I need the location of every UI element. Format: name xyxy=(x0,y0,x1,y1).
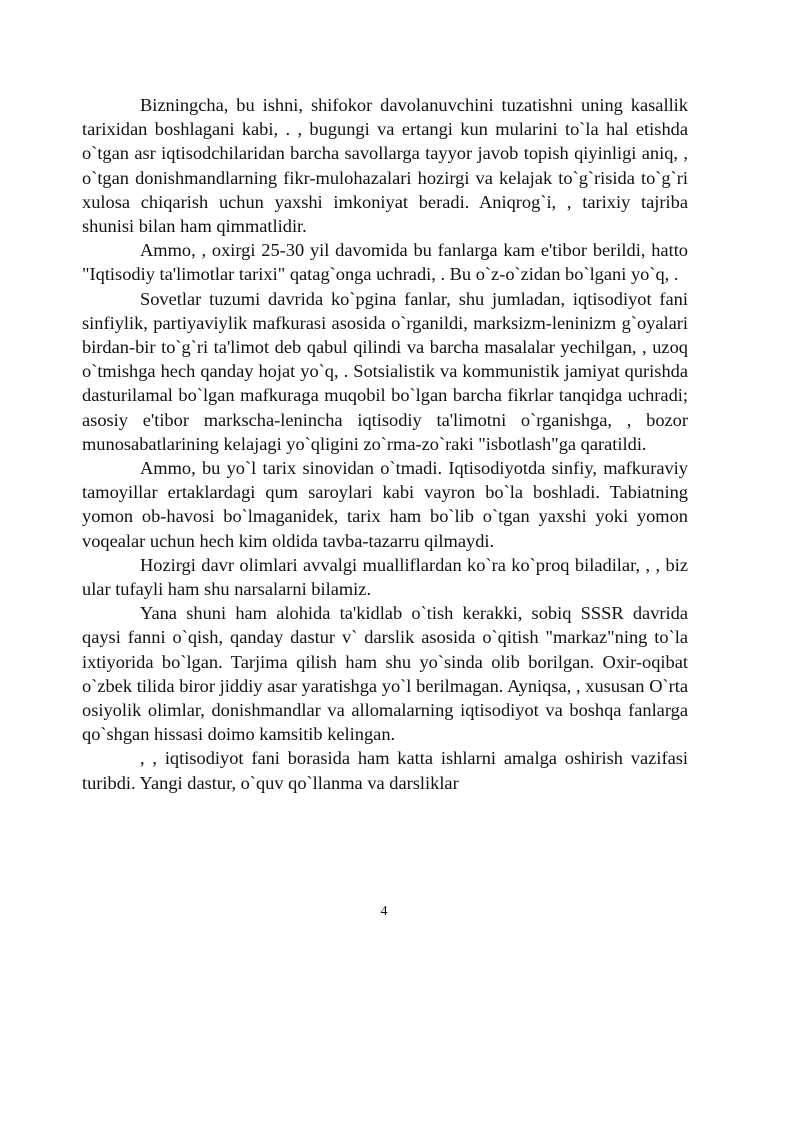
paragraph: Sovetlar tuzumi davrida ko`pgina fanlar, shu jumladan, iqtisodiyot fani sinfiylik, partiyaviylik mafkurasi asosida o`rganildi, marksizm-leninizm g`oyalari birdan-bir to`g`ri ta'limot deb qabul qilindi va barcha masalalar yechilgan, , uzoq o`tmishga hech qanday hojat yo`q, . Sotsialistik va kommunistik jamiyat qurishda dasturilamal bo`lgan mafkuraga muqobil bo`lgan barcha fikrlar tanqidga uchradi; asosiy e'tibor markscha-lenincha iqtisodiy ta'limotni o`rganishga, , bozor munosabatlarining kelajagi yo`qligini zo`rma-zo`raki "isbotlash"ga qaratildi. xyxy=(82,288,688,454)
page-body xyxy=(82,93,688,795)
paragraph: Yana shuni ham alohida ta'kidlab o`tish kerakki, sobiq SSSR davrida qaysi fanni o`qish, qanday dastur v` darslik asosida o`qitish "markaz"ning to`la ixtiyorida bo`lgan. Tarjima qilish ham shu yo`sinda olib borilgan. Oxir-oqibat o`zbek tilida biror jiddiy asar yaratishga yo`l berilmagan. Ayniqsa, , xususan O`rta osiyolik olimlar, donishmandlar va allomalarning iqtisodiyot va boshqa fanlarga qo`shgan hissasi doimo kamsitib kelingan. xyxy=(82,603,688,745)
paragraph: Ammo, bu yo`l tarix sinovidan o`tmadi. Iqtisodiyotda sinfiy, mafkuraviy tamoyillar ertaklardagi qum saroylari kabi vayron bo`la boshladi. Tabiatning yomon ob-havosi bo`lmaganidek, tarix ham bo`lib o`tgan yaxshi yoki yomon voqealar uchun hech kim oldida tavba-tazarru qilmaydi. xyxy=(82,458,688,551)
page-number: 4 xyxy=(380,904,388,919)
paragraph: Ammo, , oxirgi 25-30 yil davomida bu fanlarga kam e'tibor berildi, hatto "Iqtisodiy ta'limotlar tarixi" qatag`onga uchradi, . Bu o`z-o`zidan bo`lgani yo`q, . xyxy=(82,240,688,285)
paragraph: , , iqtisodiyot fani borasida ham katta ishlarni amalga oshirish vazifasi turibdi. Yangi dastur, o`quv qo`llanma va darsliklar xyxy=(82,748,688,793)
paragraph: Bizningcha, bu ishni, shifokor davolanuvchini tuzatishni uning kasallik tarixidan boshlagani kabi, . , bugungi va ertangi kun mularini to`la hal etishda o`tgan asr iqtisodchilaridan barcha savollarga tayyor javob topish qiyinligi aniq, , o`tgan donishmandlarning fikr-mulohazalari hozirgi va kelajak to`g`risida to`g`ri xulosa chiqarish uchun yaxshi imkoniyat beradi. Aniqrog`i, , tarixiy tajriba shunisi bilan ham qimmatlidir. xyxy=(82,95,688,237)
paragraph: Hozirgi davr olimlari avvalgi mualliflardan ko`ra ko`proq biladilar, , , biz ular tufayli ham shu narsalarni bilamiz. xyxy=(82,554,688,600)
